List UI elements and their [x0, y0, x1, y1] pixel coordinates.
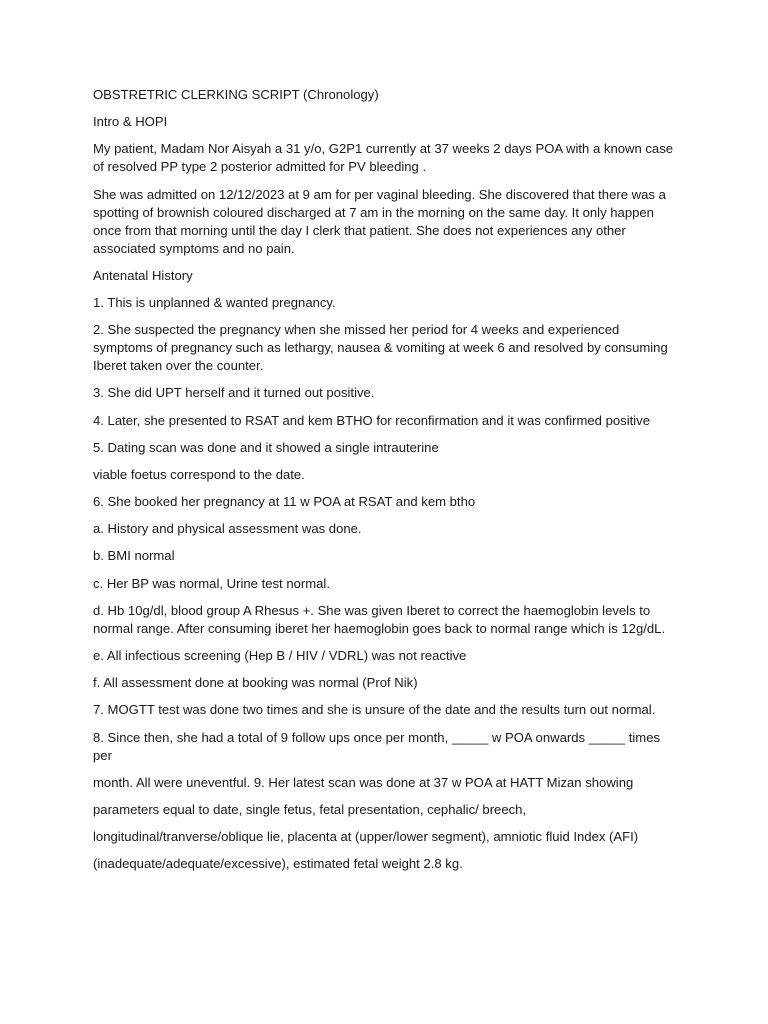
list-item: a. History and physical assessment was done. [93, 521, 362, 537]
document-page [93, 86, 678, 883]
list-item: d. Hb 10g/dl, blood group A Rhesus +. She was given Iberet to correct the haemoglobin levels to normal range. After consuming iberet her haemoglobin goes back to normal range which is 12g/dL. [93, 602, 666, 636]
list-item: (inadequate/adequate/excessive), estimated fetal weight 2.8 kg. [93, 856, 463, 872]
list-item: month. All were uneventful. 9. Her latest scan was done at 37 w POA at HATT Mizan showing [93, 774, 634, 790]
list-item: 2. She suspected the pregnancy when she missed her period for 4 weeks and experienced symptoms of pregnancy such as lethargy, nausea & vomiting at week 6 and resolved by consuming Iberet taken over the counter. [93, 322, 668, 374]
list-item: 3. She did UPT herself and it turned out positive. [93, 385, 375, 401]
section-heading-intro: Intro & HOPI [93, 114, 168, 130]
list-item: e. All infectious screening (Hep B / HIV / VDRL) was not reactive [93, 648, 467, 663]
list-item: viable foetus correspond to the date. [93, 466, 305, 482]
hopi-paragraph: She was admitted on 12/12/2023 at 9 am for per vaginal bleeding. She discovered that there was a spotting of brownish coloured discharged at 7 am in the morning on the same day. It only happen once from that morning until the day I clerk that patient. She does not experiences any other associated symptoms and no pain. [93, 186, 666, 256]
list-item: 7. MOGTT test was done two times and she is unsure of the date and the results turn out normal. [93, 702, 656, 718]
section-heading-antenatal: Antenatal History [93, 267, 193, 283]
list-item: 4. Later, she presented to RSAT and kem BTHO for reconfirmation and it was confirmed positive [93, 412, 650, 428]
list-item: f. All assessment done at booking was normal (Prof Nik) [93, 675, 418, 691]
list-item: c. Her BP was normal, Urine test normal. [93, 575, 330, 591]
list-item: 6. She booked her pregnancy at 11 w POA at RSAT and kem btho [93, 494, 476, 510]
list-item: longitudinal/tranverse/oblique lie, placenta at (upper/lower segment), amniotic fluid Index (AFI) [93, 829, 639, 845]
intro-paragraph: My patient, Madam Nor Aisyah a 31 y/o, G2P1 currently at 37 weeks 2 days POA with a known case of resolved PP type 2 posterior admitted for PV bleeding . [93, 141, 674, 175]
document-title: OBSTRETRIC CLERKING SCRIPT (Chronology) [93, 87, 379, 102]
list-item: b. BMI normal [93, 548, 175, 564]
list-item: 1. This is unplanned & wanted pregnancy. [93, 294, 336, 310]
list-item: 5. Dating scan was done and it showed a single intrauterine [93, 439, 439, 455]
list-item: parameters equal to date, single fetus, fetal presentation, cephalic/ breech, [93, 801, 527, 817]
list-item: 8. Since then, she had a total of 9 follow ups once per month, _____ w POA onwards _____ times per [93, 729, 661, 763]
